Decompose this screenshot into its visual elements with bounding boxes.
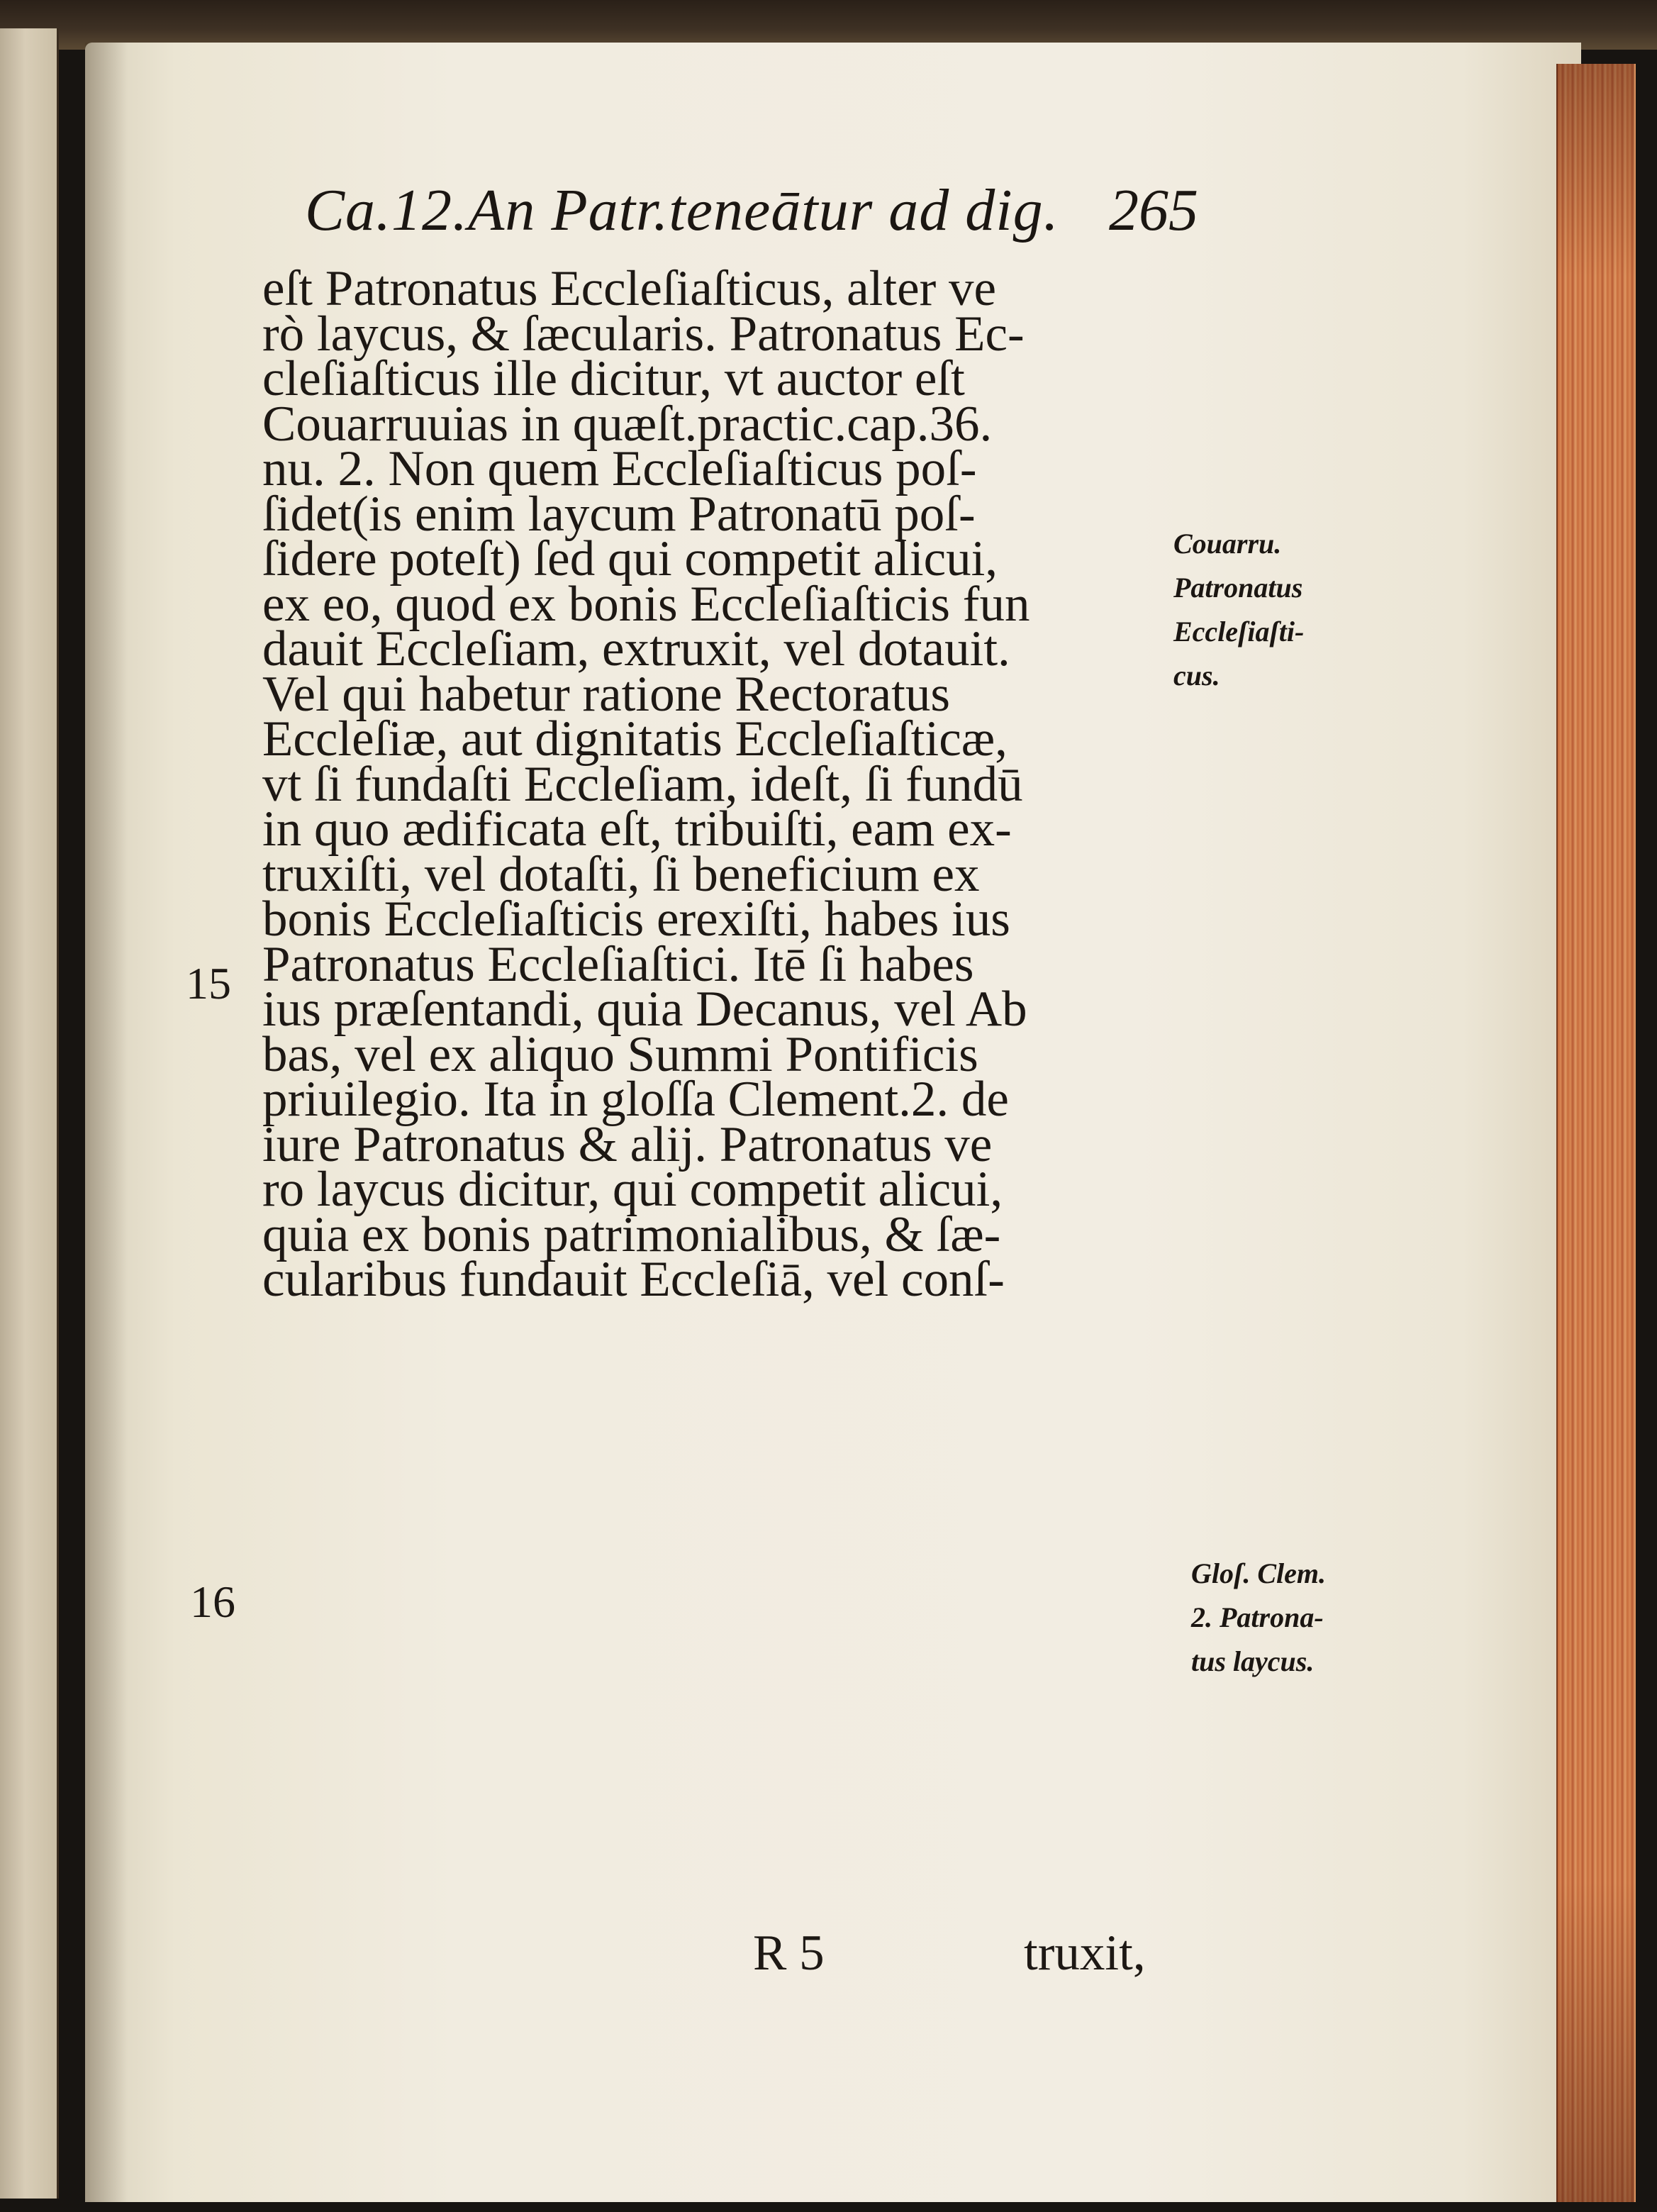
- text-line: dauit Eccleſiam, extruxit, vel dotauit.: [262, 621, 1010, 677]
- main-text-block: [262, 261, 1184, 1307]
- marginal-note-couarruuias: [1173, 522, 1304, 698]
- marginal-line: tus laycus.: [1191, 1645, 1315, 1677]
- text-line: truxiſti, vel dotaſti, ſi beneficium ex: [262, 846, 980, 902]
- text-line: Eccleſiæ, aut dignitatis Eccleſiaſticæ,: [262, 711, 1008, 767]
- text-line: rò laycus, & ſæcularis. Patronatus Ec-: [262, 306, 1025, 362]
- marginal-line: Couarru.: [1173, 528, 1282, 560]
- running-title: Ca.12.An Patr.teneātur ad dig.: [305, 177, 1059, 243]
- margin-number-16: 16: [190, 1577, 235, 1627]
- gutter-shadow: [85, 43, 128, 2202]
- text-line: eſt Patronatus Eccleſiaſticus, alter ve: [262, 261, 997, 316]
- text-line: Patronatus Eccleſiaſtici. Itē ſi habes: [262, 936, 974, 992]
- text-line: vt ſi fundaſti Eccleſiam, ideſt, ſi fundū: [262, 756, 1023, 812]
- marginal-line: Gloſ. Clem.: [1191, 1557, 1326, 1589]
- margin-number-15: 15: [186, 958, 231, 1008]
- marginal-line: Patronatus: [1173, 572, 1303, 604]
- previous-page-edge: [0, 28, 59, 2199]
- text-line: ex eo, quod ex bonis Eccleſiaſticis fun: [262, 576, 1030, 632]
- text-line: Vel qui habetur ratione Rectoratus: [262, 666, 951, 722]
- text-line: ro laycus dicitur, qui competit alicui,: [262, 1162, 1003, 1217]
- text-line: ſidere poteſt) ſed qui competit alicui,: [262, 531, 998, 587]
- signature-mark: R 5: [753, 1925, 825, 1981]
- text-line: cularibus fundauit Eccleſiā, vel conſ-: [262, 1252, 1005, 1307]
- running-head: [305, 176, 1198, 254]
- folio-number: 265: [1109, 177, 1198, 243]
- text-line: bonis Eccleſiaſticis erexiſti, habes ius: [262, 891, 1010, 947]
- text-line: priuilegio. Ita in gloſſa Clement.2. de: [262, 1072, 1009, 1127]
- text-line: bas, vel ex aliquo Summi Pontificis: [262, 1026, 978, 1082]
- fore-edge-shading: [1556, 64, 1634, 2202]
- text-line: Couarruuias in quæſt.practic.cap.36.: [262, 396, 993, 452]
- text-line: iure Patronatus & alij. Patronatus ve: [262, 1116, 993, 1172]
- catchword: truxit,: [1024, 1925, 1146, 1981]
- text-line: nu. 2. Non quem Eccleſiaſticus poſ-: [262, 441, 977, 496]
- text-line: cleſiaſticus ille dicitur, vt auctor eſt: [262, 351, 965, 406]
- text-line: ius præſentandi, quia Decanus, vel Ab: [262, 982, 1027, 1037]
- text-line: quia ex bonis patrimonialibus, & ſæ-: [262, 1206, 1001, 1262]
- marginal-line: Eccleſiaſti-: [1173, 616, 1305, 648]
- text-line: in quo ædificata eſt, tribuiſti, eam ex-: [262, 801, 1012, 857]
- marginal-note-glossa: [1191, 1552, 1326, 1684]
- marginal-line: 2. Patrona-: [1191, 1601, 1324, 1633]
- marginal-line: cus.: [1173, 660, 1220, 691]
- text-line: ſidet(is enim laycum Patronatū poſ-: [262, 486, 976, 542]
